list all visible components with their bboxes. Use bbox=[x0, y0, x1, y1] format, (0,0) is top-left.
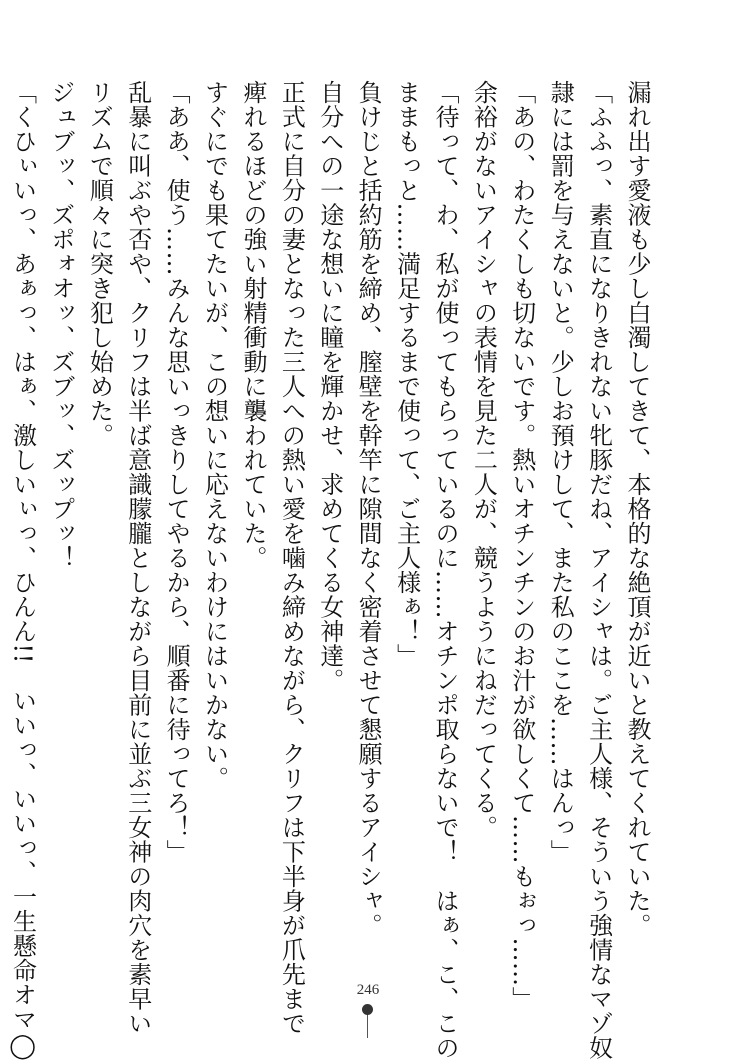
text-line: 漏れ出す愛液も少し白濁してきて、本格的な絶頂が近いと教えてくれていた。 bbox=[623, 80, 651, 938]
text-line: リズムで順々に突き犯し始めた。 bbox=[85, 80, 114, 448]
text-line: 隷には罰を与えないと。少しお預けして、また私のここを……はんっ」 bbox=[546, 80, 575, 864]
footer-dot-icon bbox=[362, 1004, 373, 1015]
text-line bbox=[0, 80, 3, 940]
text-line: 自分への一途な想いに瞳を輝かせ、求めてくる女神達。 bbox=[315, 80, 344, 693]
text-line: 乱暴に叫ぶや否や、クリフは半ば意識朦朧としながら目前に並ぶ三女神の肉穴を素早い bbox=[123, 80, 152, 1036]
text-line: 余裕がないアイシャの表情を見た二人が、競うようにねだってくる。 bbox=[469, 80, 498, 840]
page-number: 246 bbox=[356, 982, 380, 998]
text-line: ままもっと……満足するまで使って、ご主人様ぁ！」 bbox=[392, 80, 421, 668]
text-line: ジュブッ、ズポォオッ、ズブッ、ズップッ！ bbox=[46, 80, 75, 570]
text-line: 痺れるほどの強い射精衝動に襲われていた。 bbox=[238, 80, 267, 570]
text-line: 「ふふっ、素直になりきれない牝豚だね、アイシャは。ご主人様、そういう強情なマゾ奴 bbox=[584, 80, 613, 1060]
text-line: すぐにでも果てたいが、この想いに応えないわけにはいかない。 bbox=[200, 80, 229, 791]
text-line: 正式に自分の妻となった三人への熱い愛を噛み締めながら、クリフは下半身が爪先まで bbox=[277, 80, 306, 1036]
text-line: 「くひぃいっ、あぁっ、はぁ、激しいぃっ、ひんん!! いいっ、いいっ、一生懸命オマ◯ bbox=[8, 80, 37, 1060]
text-line: 「ああ、使う……みんな思いっきりしてやるから、順番に待ってろ！」 bbox=[162, 80, 191, 864]
text-line: 「待って、わ、私が使ってもらっているのに……オチンポ取らないで！ はぁ、こ、この bbox=[430, 80, 459, 1060]
text-line: 「あの、わたくしも切ないです。熱いオチンチンのお汁が欲しくて……もぉっ……」 bbox=[507, 80, 536, 1011]
text-line: 負けじと括約筋を締め、膣壁を幹竿に隙間なく密着させて懇願するアイシャ。 bbox=[354, 80, 383, 938]
